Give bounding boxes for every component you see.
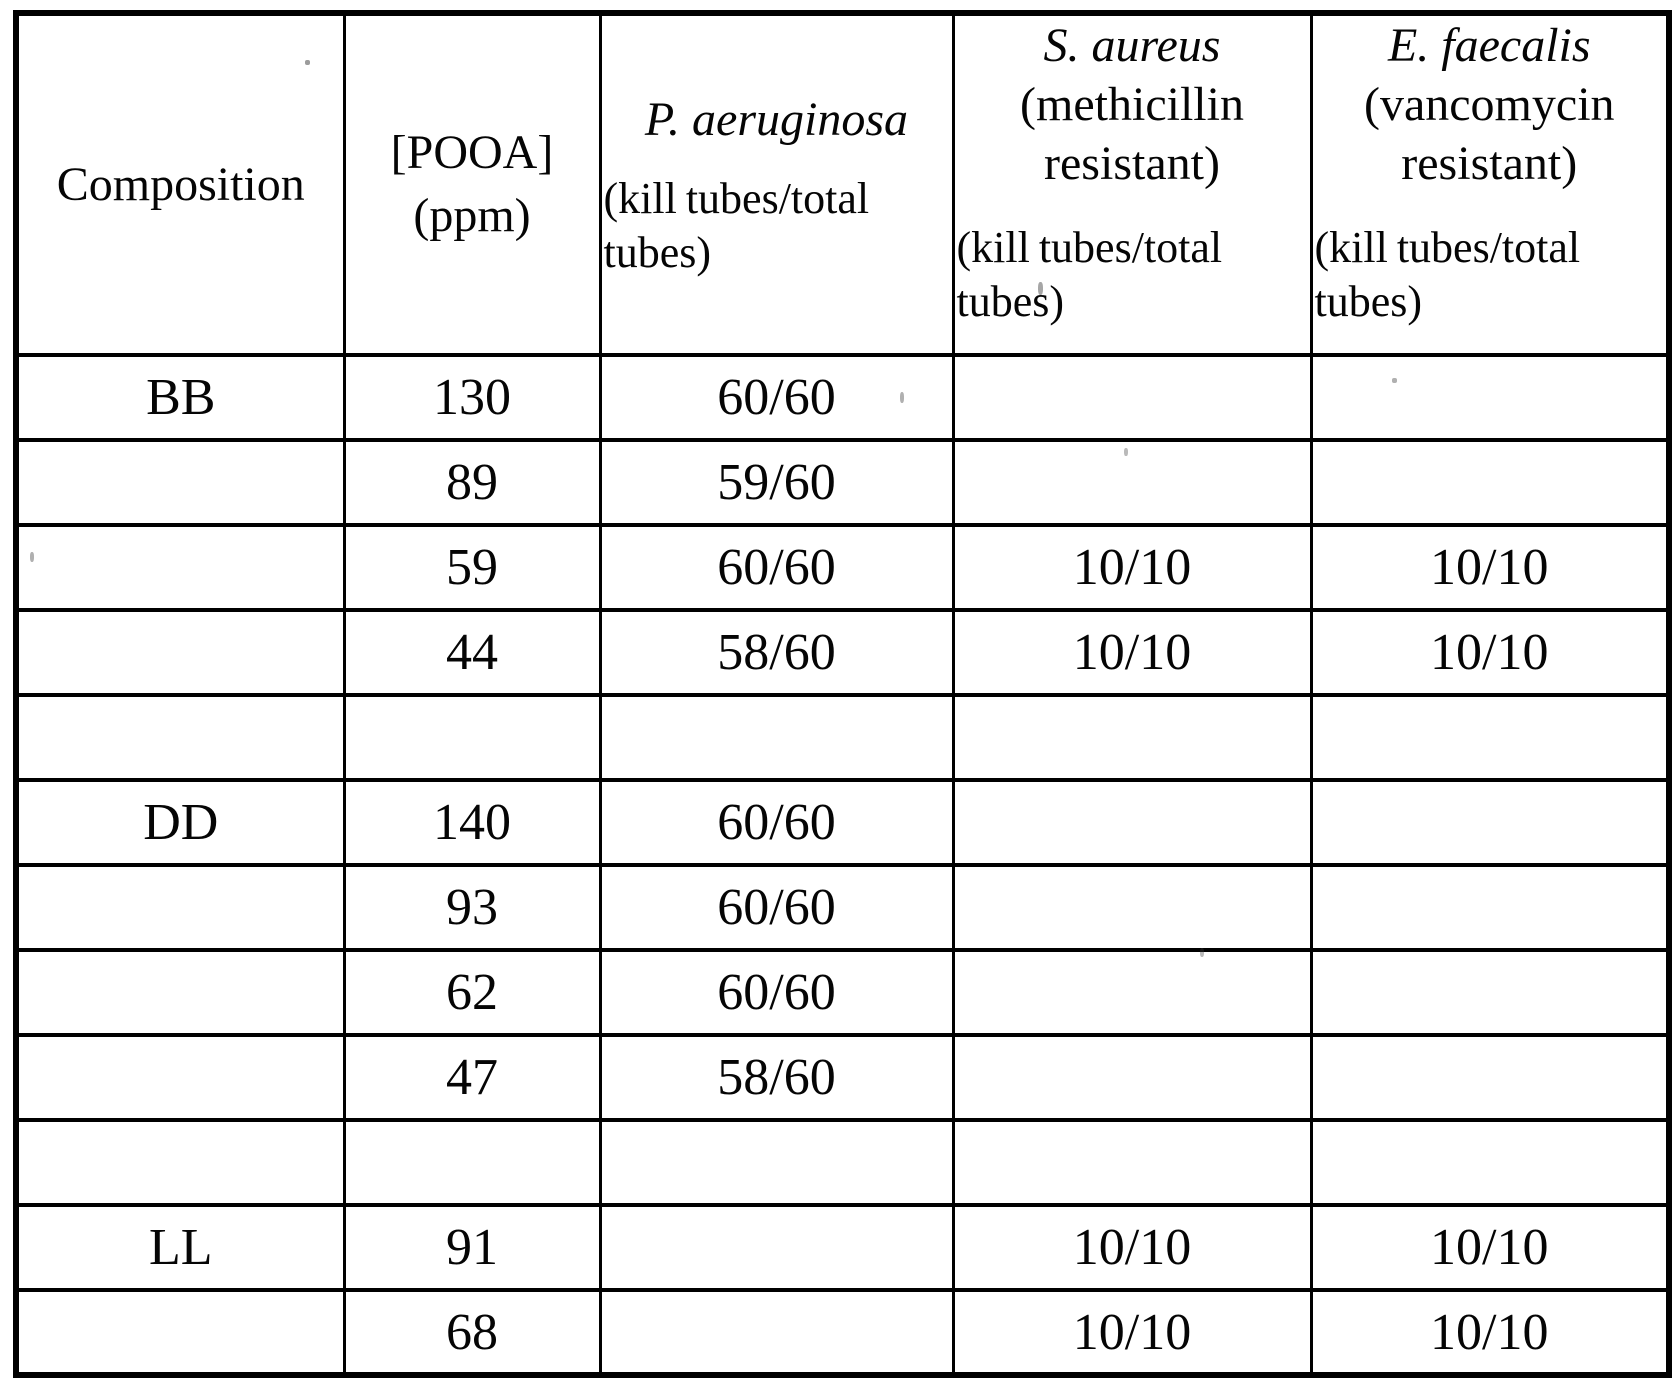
cell-s-aureus: 10/10 (953, 1205, 1311, 1290)
header-row (16, 13, 1669, 355)
resistance-qualifier: (vancomycin resistant) (1363, 78, 1615, 190)
col-header-pooa (344, 13, 600, 355)
table-row (16, 950, 1669, 1035)
cell-p-aeruginosa: 58/60 (600, 1035, 953, 1120)
cell-composition (16, 1035, 344, 1120)
cell-composition: BB (16, 355, 344, 440)
cell-p-aeruginosa: 60/60 (600, 865, 953, 950)
cell-e-faecalis (1311, 865, 1669, 950)
resistance-qualifier: (methicillin resistant) (1020, 78, 1244, 190)
cell-pooa: 62 (344, 950, 600, 1035)
scan-speckle (30, 552, 34, 562)
cell-e-faecalis: 10/10 (1311, 610, 1669, 695)
cell-p-aeruginosa: 58/60 (600, 610, 953, 695)
species-name: S. aureus (1043, 19, 1221, 72)
kill-tubes-note: (kill tubes/total tubes) (1314, 223, 1581, 326)
col-header-pooa-label: [POOA] (390, 126, 554, 180)
table-row (16, 525, 1669, 610)
cell-pooa: 140 (344, 780, 600, 865)
cell-s-aureus (953, 695, 1311, 780)
kill-tubes-note: (kill tubes/total tubes) (603, 173, 870, 277)
cell-s-aureus (953, 355, 1311, 440)
species-name: P. aeruginosa (644, 92, 909, 146)
cell-p-aeruginosa: 60/60 (600, 780, 953, 865)
cell-pooa (344, 695, 600, 780)
spacer-row (16, 1120, 1669, 1205)
cell-p-aeruginosa: 60/60 (600, 355, 953, 440)
cell-s-aureus (953, 1120, 1311, 1205)
table-row (16, 780, 1669, 865)
cell-e-faecalis: 10/10 (1311, 1205, 1669, 1290)
cell-p-aeruginosa: 59/60 (600, 440, 953, 525)
cell-pooa: 93 (344, 865, 600, 950)
cell-e-faecalis: 10/10 (1311, 525, 1669, 610)
cell-s-aureus (953, 865, 1311, 950)
col-header-pooa-unit: (ppm) (413, 188, 531, 242)
cell-pooa: 130 (344, 355, 600, 440)
table-row (16, 1035, 1669, 1120)
cell-pooa: 89 (344, 440, 600, 525)
table-row (16, 865, 1669, 950)
scan-speckle (1200, 948, 1204, 957)
antimicrobial-results-table (13, 10, 1672, 1378)
species-name: E. faecalis (1387, 19, 1591, 72)
cell-p-aeruginosa (600, 1205, 953, 1290)
cell-p-aeruginosa (600, 695, 953, 780)
spacer-row (16, 695, 1669, 780)
col-header-e-faecalis (1311, 13, 1669, 355)
scan-speckle (1038, 282, 1043, 295)
cell-composition (16, 950, 344, 1035)
cell-e-faecalis (1311, 355, 1669, 440)
cell-composition: DD (16, 780, 344, 865)
table-row (16, 610, 1669, 695)
cell-e-faecalis (1311, 1120, 1669, 1205)
cell-e-faecalis (1311, 440, 1669, 525)
table-row (16, 440, 1669, 525)
cell-composition (16, 1290, 344, 1375)
cell-s-aureus (953, 780, 1311, 865)
cell-pooa: 68 (344, 1290, 600, 1375)
cell-e-faecalis (1311, 1035, 1669, 1120)
cell-s-aureus (953, 440, 1311, 525)
cell-s-aureus: 10/10 (953, 610, 1311, 695)
cell-e-faecalis (1311, 950, 1669, 1035)
cell-pooa (344, 1120, 600, 1205)
cell-e-faecalis (1311, 695, 1669, 780)
cell-composition: LL (16, 1205, 344, 1290)
cell-composition (16, 865, 344, 950)
cell-composition (16, 610, 344, 695)
cell-composition (16, 1120, 344, 1205)
table-row (16, 1290, 1669, 1375)
cell-s-aureus (953, 950, 1311, 1035)
cell-s-aureus: 10/10 (953, 1290, 1311, 1375)
cell-pooa: 47 (344, 1035, 600, 1120)
cell-p-aeruginosa: 60/60 (600, 525, 953, 610)
col-header-s-aureus (953, 13, 1311, 355)
cell-e-faecalis (1311, 780, 1669, 865)
cell-p-aeruginosa: 60/60 (600, 950, 953, 1035)
scan-speckle (1124, 448, 1128, 456)
cell-composition (16, 695, 344, 780)
col-header-composition-label: Composition (56, 158, 305, 211)
cell-pooa: 59 (344, 525, 600, 610)
cell-pooa: 44 (344, 610, 600, 695)
cell-composition (16, 440, 344, 525)
cell-p-aeruginosa (600, 1290, 953, 1375)
cell-s-aureus: 10/10 (953, 525, 1311, 610)
cell-e-faecalis: 10/10 (1311, 1290, 1669, 1375)
col-header-p-aeruginosa (600, 13, 953, 355)
table-row (16, 1205, 1669, 1290)
cell-pooa: 91 (344, 1205, 600, 1290)
cell-s-aureus (953, 1035, 1311, 1120)
cell-p-aeruginosa (600, 1120, 953, 1205)
scan-speckle (1392, 378, 1397, 383)
cell-composition (16, 525, 344, 610)
kill-tubes-note: (kill tubes/total tubes) (956, 223, 1223, 326)
col-header-composition (16, 13, 344, 355)
table-row (16, 355, 1669, 440)
scan-speckle (305, 60, 310, 65)
scan-speckle (900, 392, 904, 403)
